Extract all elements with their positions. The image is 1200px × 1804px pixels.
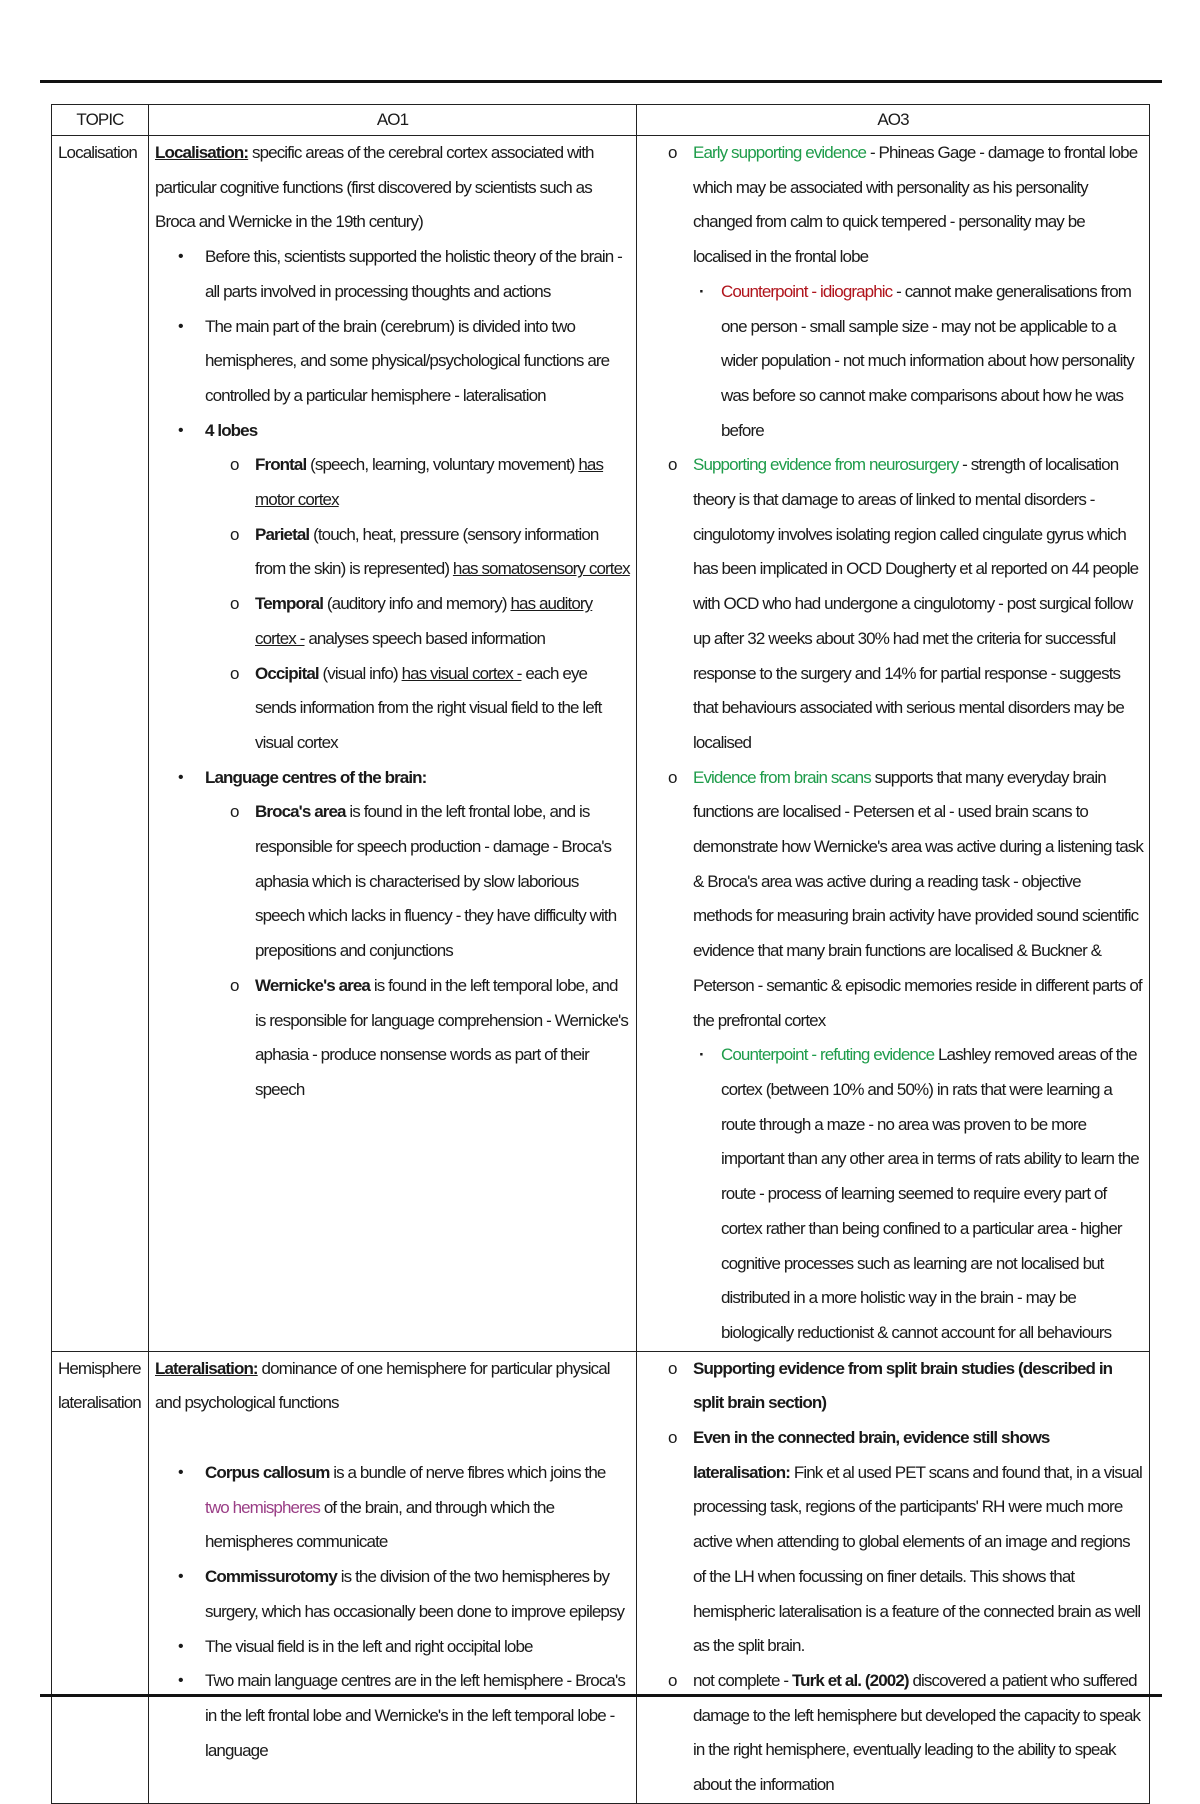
language-heading: Language centres of the brain: [205, 767, 427, 787]
list-item [205, 414, 630, 761]
lobes-list [205, 448, 630, 760]
language-list [205, 795, 630, 1107]
list-item: • The main part of the brain (cerebrum) is divided into two hemispheres, and some physical/psychological functions are controlled by a particular hemisphere - lateralisation [205, 310, 630, 414]
list-item: • Before this, scientists supported the holistic theory of the brain - all parts involved in processing thoughts and actions [205, 240, 630, 309]
header-ao1: AO1 [149, 105, 637, 136]
evaluation-point: o Supporting evidence from split brain studies (described in split brain section) [693, 1352, 1143, 1421]
ao3-points [643, 1352, 1143, 1803]
definition-text: dominance of one hemisphere for particular physical and psychological functions [155, 1358, 610, 1413]
header-topic: TOPIC [52, 105, 149, 136]
evaluation-point: o Even in the connected brain, evidence still shows lateralisation: Fink et al used PET scans and found that, in a visual processing task, regions of the participants' RH were much more active when attending to global elements of an image and regions of the LH when focussing on finer details. This shows that hemispheric lateralisation is a feature of the connected brain as well as the split brain. [693, 1421, 1143, 1664]
top-rule [40, 80, 1162, 83]
evaluation-point: o Early supporting evidence - Phineas Gage - damage to frontal lobe which may be associated with personality as his personality changed from calm to quick tempered - personality may be localised in the frontal lobe · Counterpoint - idiographic - cannot make generalisations from one person - small sample size - may not be applicable to a wider population - not much information about how personality was before so cannot make comparisons about how he was before [693, 136, 1143, 448]
definition-term: Localisation: [155, 143, 249, 162]
definition-term: Lateralisation: [155, 1358, 258, 1378]
language-item: o Broca's area is found in the left frontal lobe, and is responsible for speech production - damage - Broca's aphasia which is characterised by slow laborious speech which lacks in fluency - they have difficulty with prepositions and conjunctions [255, 795, 630, 969]
lobe-item: o Occipital (visual info) has visual cortex - each eye sends information from the right visual field to the left visual cortex [255, 657, 630, 761]
counterpoint: · Counterpoint - refuting evidence Lashley removed areas of the cortex (between 10% and 50%) in rats that were learning a route through a maze - no area was proven to be more important than any other area in terms of rats ability to learn the route - process of learning seemed to require every part of cortex rather than being confined to a particular area - higher cognitive processes such as learning are not localised but distributed in a more holistic way in the brain - may be biologically reductionist & cannot account for all behaviours [721, 1038, 1143, 1350]
header-ao3: AO3 [637, 105, 1150, 136]
list-item: • Commissurotomy is the division of the two hemispheres by surgery, which has occasionally been done to improve epilepsy [205, 1560, 630, 1629]
list-item [205, 761, 630, 1108]
header-row [52, 105, 1150, 136]
table-row-lateralisation [52, 1351, 1150, 1803]
language-item: o Wernicke's area is found in the left temporal lobe, and is responsible for language comprehension - Wernicke's aphasia - produce nonsense words as part of their speech [255, 969, 630, 1108]
ao1-bullets [155, 240, 630, 1108]
list-item: • The visual field is in the left and right occipital lobe [205, 1630, 630, 1665]
lobe-item: o Temporal (auditory info and memory) has auditory cortex - analyses speech based information [255, 587, 630, 656]
ao3-cell [637, 136, 1150, 1352]
ao1-bullets [155, 1456, 630, 1768]
evaluation-point: o Supporting evidence from neurosurgery - strength of localisation theory is that damage to areas of linked to mental disorders - cingulotomy involves isolating region called cingulate gyrus which has been implicated in OCD Dougherty et al reported on 44 people with OCD who had undergone a cingulotomy - post surgical follow up after 32 weeks about 30% had met the criteria for successful response to the surgery and 14% for partial response - suggests that behaviours associated with serious mental disorders may be localised [693, 448, 1143, 760]
lobes-heading: 4 lobes [205, 420, 258, 440]
bottom-rule [40, 1694, 1162, 1697]
definition-text: specific areas of the cerebral cortex associated with particular cognitive functions (first discovered by scientists such as Broca and Wernicke in the 19th century) [155, 143, 594, 232]
list-item: • Two main language centres are in the left hemisphere - Broca's in the left frontal lobe and Wernicke's in the left temporal lobe - language [205, 1664, 630, 1768]
counterpoint: · Counterpoint - idiographic - cannot make generalisations from one person - small sample size - may not be applicable to a wider population - not much information about how personality was before so cannot make comparisons about how he was before [721, 275, 1143, 449]
list-item: • Corpus callosum is a bundle of nerve fibres which joins the two hemispheres of the brain, and through which the hemispheres communicate [205, 1456, 630, 1560]
topic-cell: Localisation [52, 136, 149, 1352]
ao3-points [643, 136, 1143, 1351]
evaluation-point: o Evidence from brain scans supports that many everyday brain functions are localised - Petersen et al - used brain scans to demonstrate how Wernicke's area was active during a listening task & Broca's area was active during a reading task - objective methods for measuring brain activity have provided sound scientific evidence that many brain functions are localised & Buckner & Peterson - semantic & episodic memories reside in different parts of the prefrontal cortex · Counterpoint - refuting evidence Lashley removed areas of the cortex (between 10% and 50%) in rats that were learning a route through a maze - no area was proven to be more important than any other area in terms of rats ability to learn the route - process of learning seemed to require every part of cortex rather than being confined to a particular area - higher cognitive processes such as learning are not localised but distributed in a more holistic way in the brain - may be biologically reductionist & cannot account for all behaviours [693, 761, 1143, 1351]
evaluation-point: o not complete - Turk et al. (2002) discovered a patient who suffered damage to the left hemisphere but developed the capacity to speak in the right hemisphere, eventually leading to the ability to speak about the information [693, 1664, 1143, 1803]
ao1-cell [149, 1351, 637, 1803]
lobe-item: o Parietal (touch, heat, pressure (sensory information from the skin) is represented) has somatosensory cortex [255, 518, 630, 587]
lobe-item: o Frontal (speech, learning, voluntary movement) has motor cortex [255, 448, 630, 517]
definition [155, 136, 630, 240]
notes-table [51, 104, 1150, 1804]
ao3-cell [637, 1351, 1150, 1803]
ao1-cell [149, 136, 637, 1352]
table-row-localisation [52, 136, 1150, 1352]
topic-cell: Hemisphere lateralisation [52, 1351, 149, 1803]
definition [155, 1352, 630, 1421]
